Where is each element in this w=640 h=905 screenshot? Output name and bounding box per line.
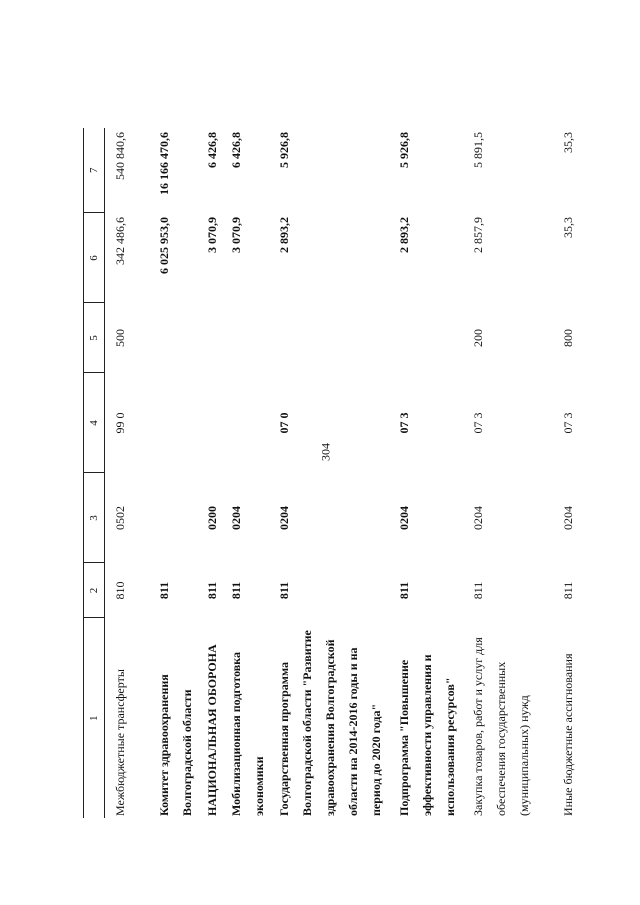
header-col-3: 3 — [84, 473, 105, 563]
page-number: 304 — [318, 443, 333, 461]
row-col-7: 6 426,8 — [204, 132, 219, 168]
header-col-5: 5 — [84, 303, 105, 373]
row-col-2: 811 — [228, 581, 243, 600]
row-col-2: 811 — [276, 581, 291, 600]
row-col-6: 2 893,2 — [396, 217, 411, 253]
row-name: Государственная программа Волгоградской области "Развитие здравоохранения Волгоградской области на 2014-2016 годы и на период до 2020 года" — [276, 630, 383, 816]
row-col-4: 99 0 — [113, 412, 127, 434]
table-row — [105, 128, 153, 818]
row-col-3: 0204 — [470, 506, 485, 530]
table-row — [273, 128, 393, 818]
row-name: Иные бюджетные ассигнования — [560, 653, 575, 816]
table-row — [201, 128, 225, 818]
row-col-7: 5 926,8 — [396, 132, 411, 168]
row-col-7: 6 426,8 — [228, 132, 243, 168]
row-col-7: 540 840,6 — [113, 132, 127, 180]
row-col-6: 3 070,9 — [204, 217, 219, 253]
row-col-5 — [153, 303, 201, 373]
row-col-3: 0200 — [204, 506, 219, 530]
row-col-5 — [273, 303, 393, 373]
row-col-2: 811 — [204, 581, 219, 600]
header-row — [84, 128, 105, 818]
row-col-4 — [201, 373, 225, 473]
header-col-7: 7 — [84, 128, 105, 213]
row-col-7: 35,3 — [560, 132, 575, 153]
row-col-6: 6 025 953,0 — [156, 217, 171, 274]
row-name: Комитет здравоохранения Волгоградской области — [156, 674, 194, 816]
row-col-3 — [153, 473, 201, 563]
row-name: Мобилизационная подготовка экономики — [228, 652, 266, 816]
row-col-4: 07 0 — [276, 412, 291, 434]
table-row — [557, 128, 597, 818]
row-col-3: 0502 — [113, 506, 127, 530]
row-col-3: 0204 — [396, 506, 411, 530]
row-name: Закупка товаров, работ и услуг для обеспечения государственных (муниципальных) нужд — [470, 637, 531, 816]
row-name: НАЦИОНАЛЬНАЯ ОБОРОНА — [204, 644, 219, 816]
table-row — [153, 128, 201, 818]
row-col-6: 2 893,2 — [276, 217, 291, 253]
row-name: Подпрограмма "Повышение эффективности управления и использования ресурсов" — [396, 654, 457, 816]
row-col-5 — [225, 303, 273, 373]
row-col-6: 342 486,6 — [113, 217, 127, 265]
header-col-4: 4 — [84, 373, 105, 473]
row-name: Межбюджетные трансферты — [113, 669, 127, 816]
row-col-5: 500 — [113, 329, 127, 347]
row-col-2: 810 — [113, 581, 127, 600]
row-col-3: 0204 — [276, 506, 291, 530]
row-col-3: 0204 — [560, 506, 575, 530]
row-col-2: 811 — [470, 581, 485, 600]
header-col-1: 1 — [84, 618, 105, 818]
row-col-2: 811 — [156, 581, 171, 600]
budget-table — [83, 128, 597, 818]
row-col-6: 35,3 — [560, 217, 575, 238]
table-row — [393, 128, 467, 818]
row-col-7: 16 166 470,6 — [156, 132, 171, 195]
row-col-6: 3 070,9 — [228, 217, 243, 253]
table-row — [467, 128, 557, 818]
row-col-3: 0204 — [228, 506, 243, 530]
row-col-4: 07 3 — [470, 412, 485, 434]
row-col-7: 5 891,5 — [470, 132, 485, 168]
row-col-2: 811 — [396, 581, 411, 600]
row-col-5 — [393, 303, 467, 373]
row-col-4: 07 3 — [396, 412, 411, 434]
table-body — [105, 128, 597, 818]
row-col-6: 2 857,9 — [470, 217, 485, 253]
row-col-4 — [225, 373, 273, 473]
row-col-5: 200 — [470, 329, 485, 347]
rotated-table-container — [83, 128, 638, 818]
row-col-4: 07 3 — [560, 412, 575, 434]
row-col-4 — [153, 373, 201, 473]
row-col-2: 811 — [560, 581, 575, 600]
table-row — [225, 128, 273, 818]
header-col-6: 6 — [84, 213, 105, 303]
row-col-5: 800 — [560, 329, 575, 347]
row-col-5 — [201, 303, 225, 373]
header-col-2: 2 — [84, 563, 105, 618]
row-col-7: 5 926,8 — [276, 132, 291, 168]
